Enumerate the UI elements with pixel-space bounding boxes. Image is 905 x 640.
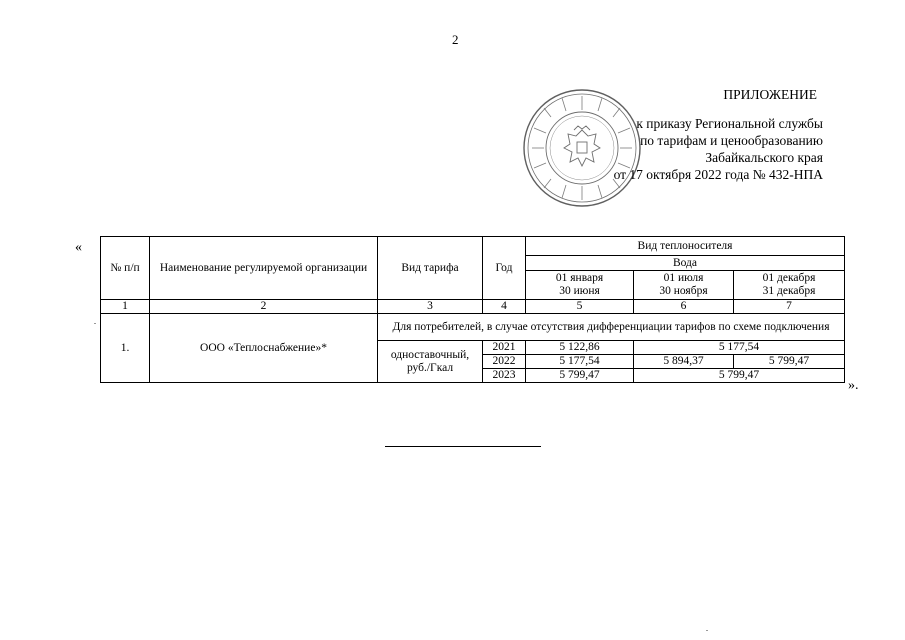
col-number: 5	[526, 300, 634, 314]
row-section-note: Для потребителей, в случае отсутствия дифференциации тарифов по схеме подключения	[378, 314, 845, 341]
tariff-value: 5 894,37	[634, 355, 734, 369]
row-organization: ООО «Теплоснабжение»*	[150, 314, 378, 383]
header-organization: Наименование регулируемой организации	[150, 237, 378, 300]
tariff-value: 5 799,47	[526, 369, 634, 383]
appendix-line: от 17 октября 2022 года № 432-НПА	[613, 167, 823, 182]
header-period-1: 01 января 30 июня	[526, 271, 634, 300]
header-year: Год	[483, 237, 526, 300]
closing-quote: ».	[848, 378, 859, 393]
header-num: № п/п	[101, 237, 150, 300]
appendix-line: по тарифам и ценообразованию	[640, 133, 823, 148]
col-number: 6	[634, 300, 734, 314]
tariff-value: 5 122,86	[526, 341, 634, 355]
appendix-line: Забайкальского края	[705, 150, 823, 165]
appendix-line: к приказу Региональной службы	[636, 116, 823, 131]
col-number: 7	[734, 300, 845, 314]
col-number: 3	[378, 300, 483, 314]
appendix-title: ПРИЛОЖЕНИЕ	[723, 87, 817, 102]
opening-quote: «	[75, 240, 82, 255]
header-tariff-type: Вид тарифа	[378, 237, 483, 300]
tariff-table	[100, 236, 845, 383]
scan-speck	[94, 323, 96, 324]
scan-speck	[706, 630, 708, 631]
header-period-2: 01 июля 30 ноября	[634, 271, 734, 300]
tariff-value: 5 177,54	[634, 341, 845, 355]
header-water: Вода	[526, 256, 845, 271]
row-year: 2022	[483, 355, 526, 369]
header-heat-carrier: Вид теплоносителя	[526, 237, 845, 256]
row-tariff-type: одноставочный, руб./Гкал	[378, 341, 483, 383]
tariff-value: 5 799,47	[734, 355, 845, 369]
col-number: 1	[101, 300, 150, 314]
tariff-value: 5 799,47	[634, 369, 845, 383]
tariff-value: 5 177,54	[526, 355, 634, 369]
col-number: 4	[483, 300, 526, 314]
appendix-header	[523, 86, 823, 183]
row-num: 1.	[101, 314, 150, 383]
row-year: 2021	[483, 341, 526, 355]
header-period-3: 01 декабря 31 декабря	[734, 271, 845, 300]
row-year: 2023	[483, 369, 526, 383]
footnote-separator-line	[385, 446, 541, 447]
page-number: 2	[452, 32, 459, 47]
col-number: 2	[150, 300, 378, 314]
